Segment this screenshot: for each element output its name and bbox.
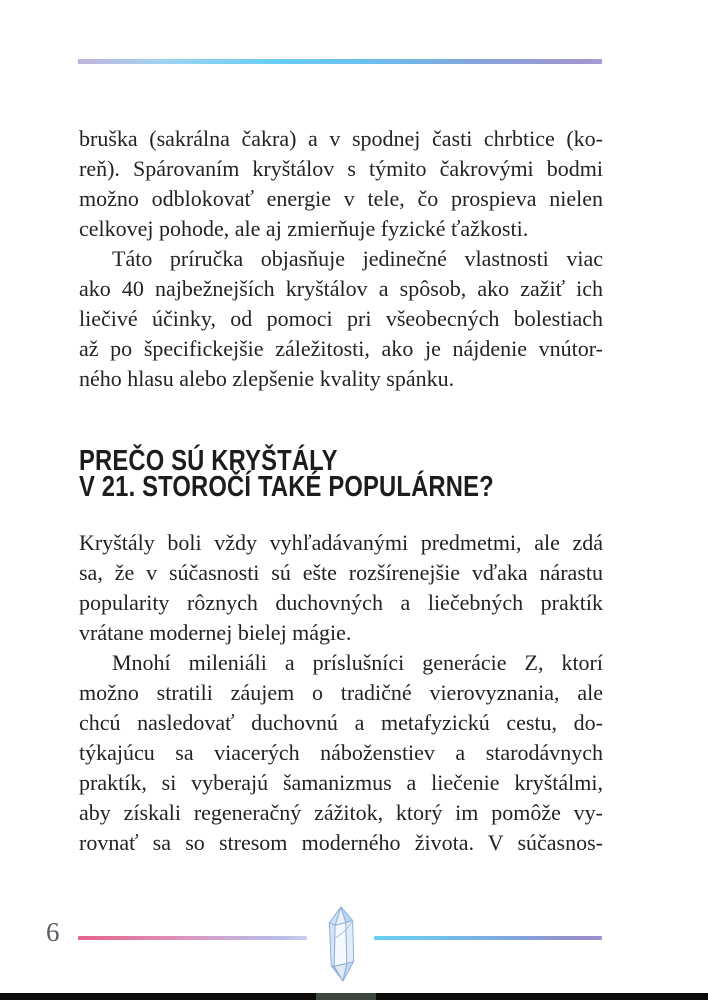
text-line: ako 40 najbežnejších kryštálov a spôsob, ako zažiť ich (79, 276, 603, 301)
text-line: chcú nasledovať duchovnú a metafyzickú cestu, do- (79, 710, 603, 735)
text-line: možno stratili záujem o tradičné vierovyznania, ale (79, 680, 603, 705)
page-bottom-edge-segment (316, 993, 376, 1000)
text-line: až po špecifickejšie záležitosti, ako je nájdenie vnútor- (79, 336, 603, 361)
section-heading (79, 445, 620, 503)
crystal-icon (322, 906, 360, 982)
text-line: sa, že v súčasnosti sú ešte rozšírenejšie vďaka nárastu (79, 560, 603, 585)
text-line: aby získali regeneračný zážitok, ktorý im pomôže vy- (79, 800, 603, 825)
page-bottom-edge (0, 993, 708, 1000)
body-text-block-top (79, 124, 603, 394)
body-text-block-bottom (79, 528, 603, 858)
text-line: možno odblokovať energie v tele, čo prospieva nielen (79, 186, 603, 211)
text-line: praktík, si vyberajú šamanizmus a liečenie kryštálmi, (79, 770, 603, 795)
paragraph (79, 648, 603, 858)
top-gradient-rule (78, 59, 602, 64)
footer-left-gradient-rule (78, 936, 307, 940)
text-line: celkovej pohode, ale aj zmierňuje fyzické ťažkosti. (79, 216, 529, 241)
text-line: týkajúcu sa viacerých náboženstiev a starodávnych (79, 740, 603, 765)
paragraph (79, 124, 603, 244)
page-number: 6 (46, 917, 60, 947)
text-line: ného hlasu alebo zlepšenie kvality spánku. (79, 366, 455, 391)
text-line: Mnohí mileniáli a príslušníci generácie Z, ktorí (112, 650, 603, 675)
text-line: reň). Spárovaním kryštálov s týmito čakrovými bodmi (79, 156, 603, 181)
text-line: vrátane modernej bielej mágie. (79, 620, 352, 645)
footer-right-gradient-rule (374, 936, 602, 940)
section-heading-line-2: V 21. STOROČÍ TAKÉ POPULÁRNE? (79, 471, 494, 503)
text-line: bruška (sakrálna čakra) a v spodnej časti chrbtice (ko- (79, 126, 603, 151)
text-line: Kryštály boli vždy vyhľadávanými predmetmi, ale zdá (79, 530, 603, 555)
text-line: popularity rôznych duchovných a liečebných praktík (79, 590, 603, 615)
paragraph (79, 528, 603, 648)
section-heading-line-1: PREČO SÚ KRYŠTÁLY (79, 445, 338, 477)
paragraph (79, 244, 603, 394)
text-line: liečivé účinky, od pomoci pri všeobecných bolestiach (79, 306, 603, 331)
text-line: rovnať sa so stresom moderného života. V súčasnos- (79, 830, 603, 855)
text-line: Táto príručka objasňuje jedinečné vlastnosti viac (112, 246, 603, 271)
